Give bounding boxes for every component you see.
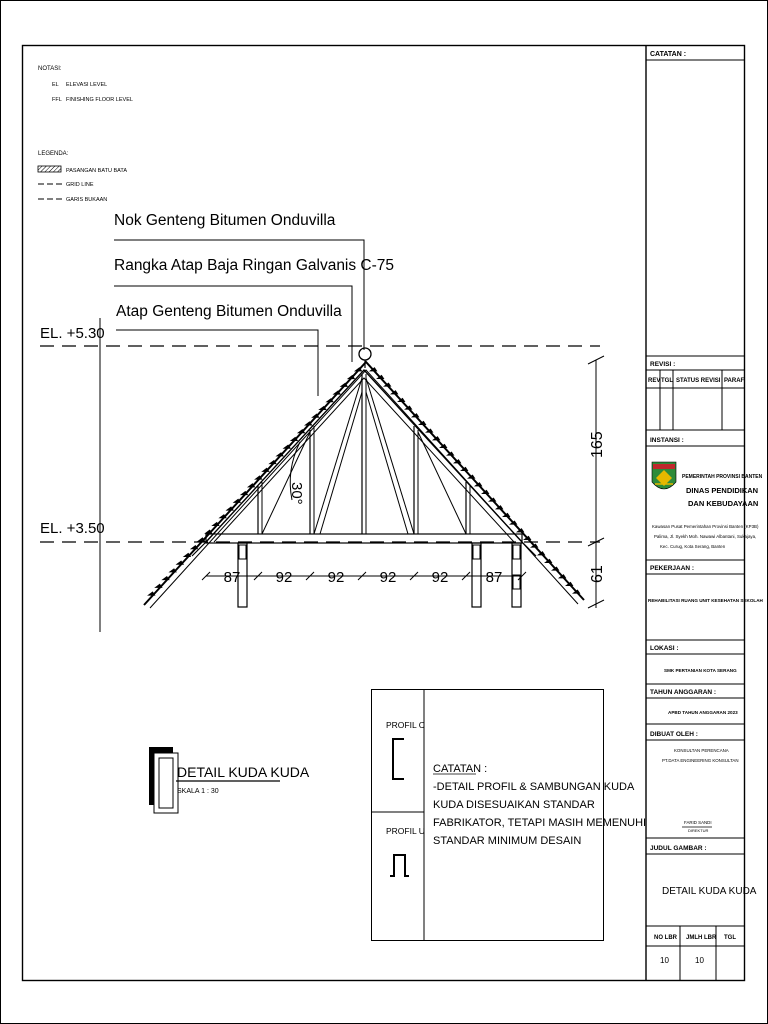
legend-item-opening: GARIS BUKAAN [66, 197, 108, 203]
profil-u-label: PROFIL U [386, 826, 425, 836]
tb-catatan: CATATAN : [650, 51, 687, 58]
drawing-title-block [149, 747, 310, 813]
tb-tahun-value: APBD TAHUN ANGGARAN 2023 [668, 710, 738, 715]
profile-note-line: FABRIKATOR, TETAPI MASIH MEMENUHI [433, 817, 647, 829]
column-right-b-profile-lower [513, 575, 520, 589]
tb-lokasi: LOKASI : [650, 645, 679, 652]
tb-lokasi-value: SMK PERTANIAN KOTA SERANG [664, 668, 737, 673]
tb-dibuat: DIBUAT OLEH : [650, 731, 698, 738]
profil-u-icon [390, 855, 409, 876]
profile-note-line: STANDAR MINIMUM DESAIN [433, 835, 582, 847]
title-block [646, 60, 744, 980]
span-label: 87 [485, 569, 503, 586]
span-label: 92 [431, 569, 449, 586]
span-label: 87 [223, 569, 241, 586]
tb-judul-value: DETAIL KUDA KUDA [662, 886, 757, 897]
tb-dibuat-line: KONSULTAN PERENCANA [674, 748, 729, 753]
title-marker-outline [154, 753, 178, 813]
profil-c-icon [393, 739, 404, 779]
tb-rev-header: REV [648, 378, 661, 384]
drawing-title: DETAIL KUDA KUDA [177, 764, 310, 780]
callout-ridge: Nok Genteng Bitumen Onduvilla [114, 212, 336, 229]
title-block-text [648, 51, 745, 444]
callout-roof: Atap Genteng Bitumen Onduvilla [116, 303, 342, 320]
tb-judul: JUDUL GAMBAR : [650, 845, 707, 852]
tb-sheet-value: 10 [660, 956, 669, 965]
tb-pekerjaan-value: REHABILITASI RUANG UNIT KESEHATAN SEKOLAH [648, 598, 763, 603]
truss-top-chord-inner [214, 378, 514, 542]
notation-title: NOTASI: [38, 66, 62, 72]
profile-note-line: -DETAIL PROFIL & SAMBUNGAN KUDA [433, 781, 635, 793]
angle-label: 30° [288, 482, 305, 505]
tb-tahun: TAHUN ANGGARAN : [650, 689, 717, 696]
profile-table [371, 689, 646, 941]
truss-diagonal [366, 378, 414, 534]
notation-block [38, 66, 133, 103]
tb-rev-header: STATUS REVISI [676, 378, 721, 384]
address-line: Kec. Curug, Kota Serang, Banten [660, 544, 726, 549]
span-label: 92 [327, 569, 345, 586]
address-line: Kawasan Pusat Pemerintahan Provinsi Banten (KP3B) [652, 524, 759, 529]
dimension-height-upper: 165 [589, 431, 606, 458]
tb-sheet-header: JMLH LBR [686, 935, 717, 941]
tb-dibuat-line: PT.DATA ENGINEERING KONSULTAN [662, 758, 739, 763]
logo-banner-icon [653, 464, 675, 469]
profile-note-line: CATATAN : [433, 763, 488, 775]
span-dimensions [202, 569, 526, 586]
tb-rev-header: PARAF [724, 378, 745, 384]
notation-code-ffl: FFL [52, 97, 62, 103]
tb-sheet-value: 10 [695, 956, 704, 965]
province-logo [652, 462, 676, 489]
span-label: 92 [379, 569, 397, 586]
tb-rev-header: TGL [661, 378, 673, 384]
inner-border [23, 46, 745, 981]
address-line: Palima, Jl. Syekh Moh. Nawawi Albantani, Sukajaya, [654, 534, 757, 539]
project-info [648, 565, 764, 965]
tb-revisi: REVISI : [650, 361, 676, 368]
roof-truss [144, 348, 584, 608]
tb-instansi: INSTANSI : [650, 437, 684, 444]
callout-frame: Rangka Atap Baja Ringan Galvanis C-75 [114, 257, 395, 274]
vertical-dimension [588, 356, 606, 608]
column-right-b-profile [513, 545, 520, 559]
column-left-profile [239, 545, 246, 559]
legend-item-grid: GRID LINE [66, 182, 94, 188]
legend-item-brick: PASANGAN BATU BATA [66, 168, 128, 174]
roof-sheet-inner [150, 370, 578, 608]
leader-frame [114, 286, 352, 362]
tb-sheet-header: TGL [724, 935, 736, 941]
notation-text-el: ELEVASI LEVEL [66, 82, 108, 88]
roof-sheet-line [144, 362, 584, 605]
profile-note-line: KUDA DISESUAIKAN STANDAR [433, 799, 595, 811]
ridge-cap [359, 348, 371, 360]
notation-code-el: EL [52, 82, 59, 88]
truss-top-chord [206, 370, 522, 542]
outer-border [1, 1, 768, 1024]
leader-roof [116, 330, 318, 396]
drawing-scale: SKALA 1 : 30 [177, 788, 219, 795]
tb-sheet-header: NO LBR [654, 935, 677, 941]
tb-pekerjaan: PEKERJAAN : [650, 565, 695, 572]
dimension-height-lower: 61 [589, 565, 606, 583]
notation-text-ffl: FINISHING FLOOR LEVEL [66, 97, 133, 103]
roof-tiles-left [149, 368, 362, 595]
legend-title: LEGENDA: [38, 151, 69, 157]
agency-line: PEMERINTAH PROVINSI BANTEN [682, 474, 763, 480]
elevation-bottom-label: EL. +3.50 [40, 520, 105, 537]
column-right-a-profile [473, 545, 480, 559]
profil-c-label: PROFIL C [386, 720, 425, 730]
truss-bottom-chord [206, 534, 522, 543]
elevation-top-label: EL. +5.30 [40, 325, 105, 342]
agency-line: DINAS PENDIDIKAN [686, 486, 759, 495]
brick-hatch-swatch [38, 166, 61, 172]
truss-diagonal [366, 392, 408, 534]
tb-signer-role: DIREKTUR [688, 828, 709, 833]
agency-line: DAN KEBUDAYAAN [688, 499, 759, 508]
tb-signer-name: FARID SANDI [684, 820, 712, 825]
legend-block [38, 151, 127, 203]
span-label: 92 [275, 569, 293, 586]
